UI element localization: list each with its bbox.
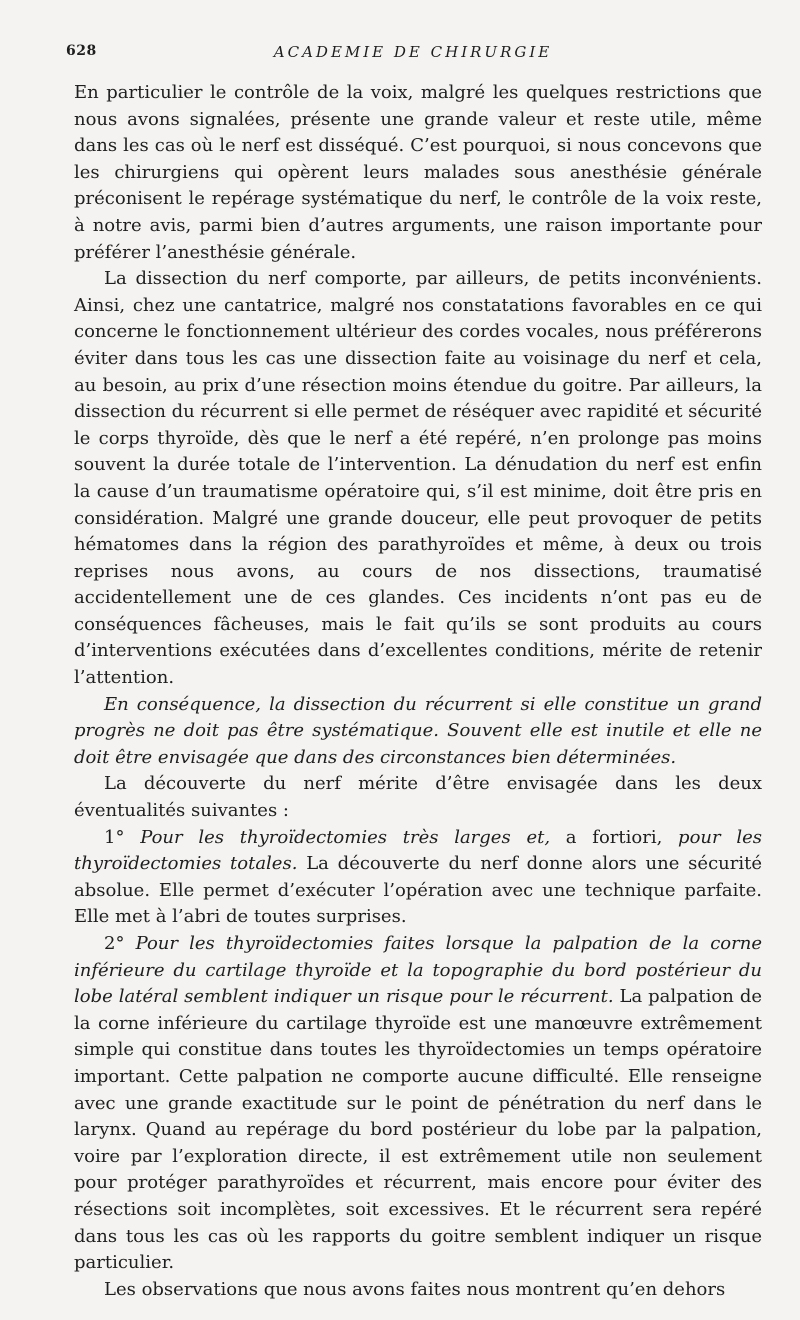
italic-text: Pour les thyroïdectomies très larges et, bbox=[140, 826, 551, 848]
body-text bbox=[74, 80, 762, 1303]
page-header bbox=[66, 41, 760, 67]
page-number: 628 bbox=[66, 43, 97, 59]
paragraph-text: a fortiori, bbox=[550, 826, 679, 848]
paragraph-text: La découverte du nerf donne alors une sécurité absolue. Elle permet d’exécuter l’opération avec une technique parfaite. Elle met à l’abri de toutes surprises. bbox=[74, 853, 762, 928]
paragraph bbox=[74, 80, 762, 266]
paragraph-text: En particulier le contrôle de la voix, malgré les quelques restrictions que nous avons signalées, présente une grande valeur et reste utile, même dans les cas où le nerf est disséqué. C’est pourquoi, si nous concevons que les chirurgiens qui opèrent leurs malades sous anesthésie générale préconisent le repérage systématique du nerf, le contrôle de la voix reste, à notre avis, parmi bien d’autres arguments, une raison importante pour préférer l’anesthésie générale. bbox=[74, 82, 762, 263]
numbered-paragraph-1 bbox=[74, 825, 762, 931]
item-number: 1° bbox=[104, 826, 141, 848]
paragraph bbox=[74, 771, 762, 824]
italic-text: En conséquence, la dissection du récurrent si elle constitue un grand progrès ne doit pas être systématique. Souvent elle est inutile et elle ne doit être envisagée que dans des circonstances bien déterminées. bbox=[74, 693, 762, 768]
paragraph-text: La palpation de la corne inférieure du cartilage thyroïde est une manœuvre extrêmement simple qui constitue dans toutes les thyroïdectomies un temps opératoire important. Cette palpation ne comporte aucune difficulté. Elle renseigne avec une grande exactitude sur le point de pénétration du nerf dans le larynx. Quand au repérage du bord postérieur du lobe par la palpation, voire par l’exploration directe, il est extrêmement utile non seulement pour protéger parathyroïdes et récurrent, mais encore pour éviter des résections soit incomplètes, soit excessives. Et le récurrent sera repéré dans tous les cas où les rapports du goitre semblent indiquer un risque particulier. bbox=[74, 986, 762, 1274]
paragraph bbox=[74, 266, 762, 692]
paragraph-text: La découverte du nerf mérite d’être envisagée dans les deux éventualités suivantes : bbox=[74, 773, 762, 822]
paragraph-italic-conclusion bbox=[74, 692, 762, 772]
italic-text: pour les thyroïdectomies totales. bbox=[74, 826, 762, 875]
italic-text: Pour les thyroïdectomies faites lorsque la palpation de la corne inférieure du cartilage thyroïde et la topographie du bord postérieur du lobe latéral semblent indiquer un risque pour le récurrent. bbox=[74, 933, 762, 1008]
item-number: 2° bbox=[104, 933, 136, 954]
paragraph-text: La dissection du nerf comporte, par ailleurs, de petits inconvénients. Ainsi, chez une cantatrice, malgré nos constatations favorables en ce qui concerne le fonctionnement ultérieur des cordes vocales, nous préférerons éviter dans tous les cas une dissection faite au voisinage du nerf et cela, au besoin, au prix d’une résection moins étendue du goitre. Par ailleurs, la dissection du récurrent si elle permet de réséquer avec rapidité et sécurité le corps thyroïde, dès que le nerf a été repéré, n’en prolonge pas moins souvent la durée totale de l’intervention. La dénudation du nerf est enfin la cause d’un traumatisme opératoire qui, s’il est minime, doit être pris en considération. Malgré une grande douceur, elle peut provoquer de petits hématomes dans la région des parathyroïdes et même, à deux ou trois reprises nous avons, au cours de nos dissections, traumatisé accidentellement une de ces glandes. Ces incidents n’ont pas eu de conséquences fâcheuses, mais le fait qu’ils se sont produits au cours d’interventions exécutées dans d’excellentes conditions, mérite de retenir l’attention. bbox=[74, 268, 762, 689]
running-title: ACADEMIE DE CHIRURGIE bbox=[273, 43, 553, 61]
numbered-paragraph-2 bbox=[74, 931, 762, 1277]
paragraph-text: Les observations que nous avons faites nous montrent qu’en dehors bbox=[104, 1278, 726, 1300]
paragraph bbox=[74, 1277, 762, 1304]
